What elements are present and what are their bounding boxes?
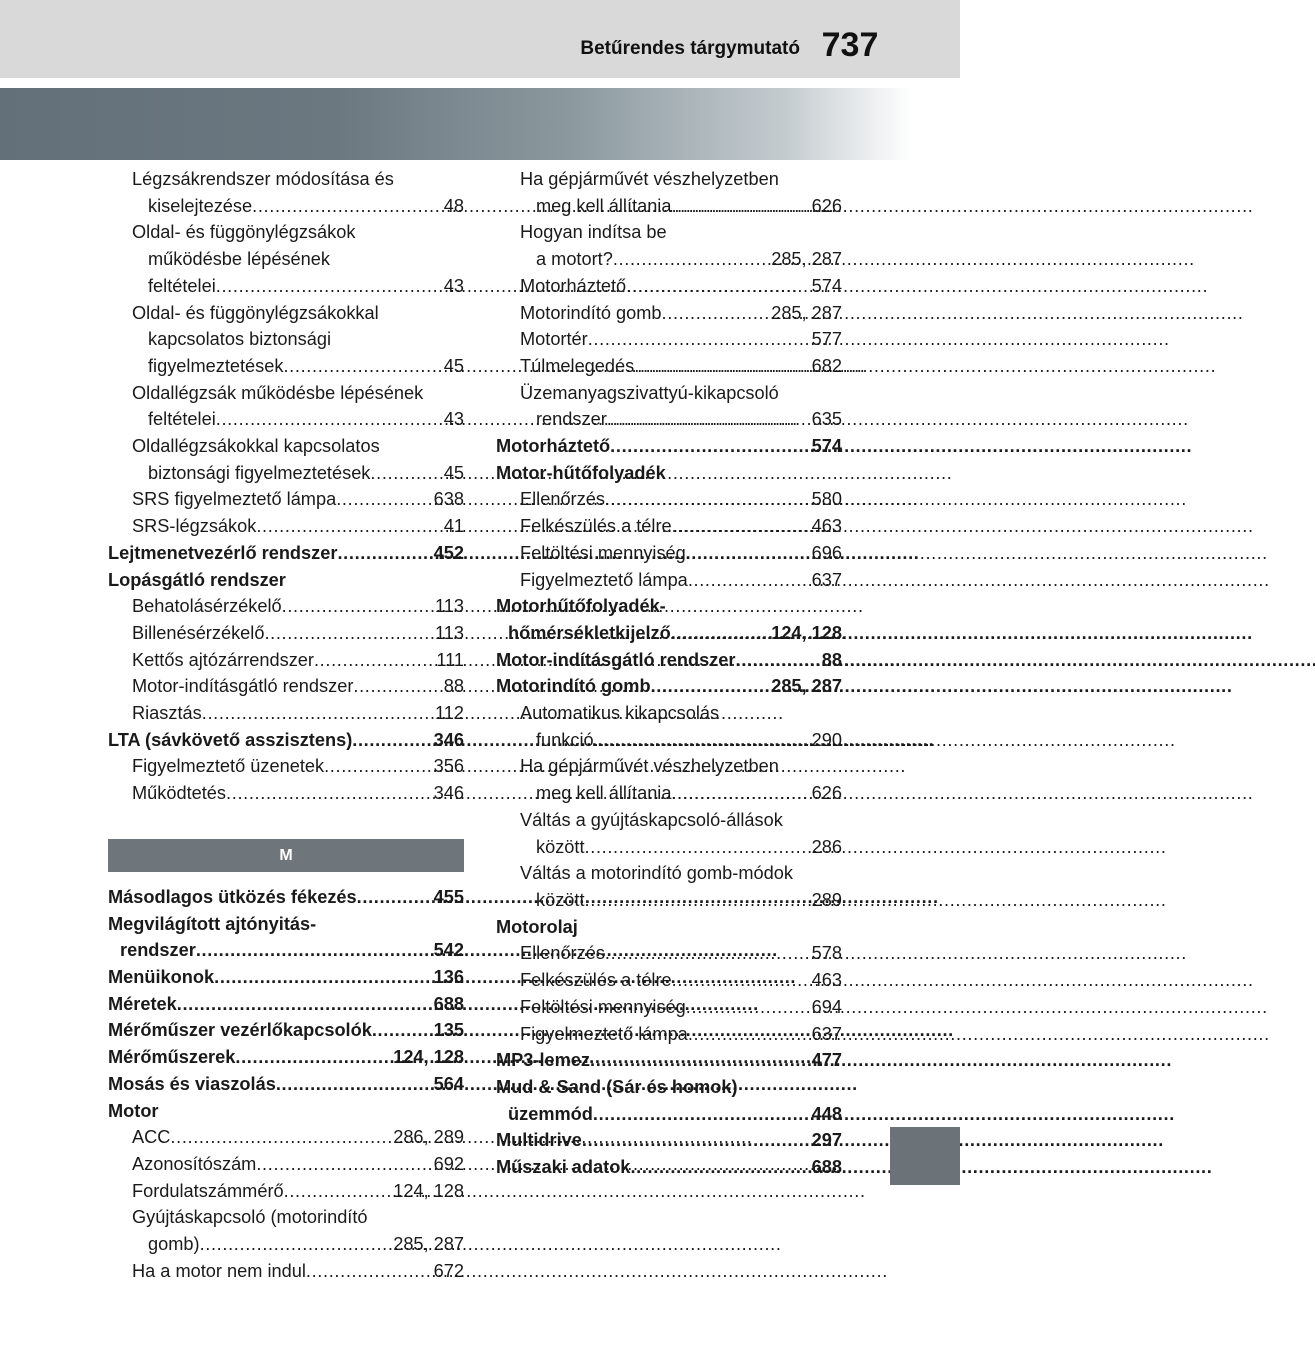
index-entry — [108, 593, 464, 620]
entry-label: figyelmeztetések — [148, 355, 284, 376]
entry-label: MP3-lemez — [496, 1050, 591, 1071]
index-entry — [496, 673, 842, 700]
entry-label: gomb) — [148, 1234, 200, 1255]
index-entry — [496, 273, 842, 300]
entry-label: Fordulatszámmérő — [132, 1180, 284, 1201]
page-ref: 455 — [433, 886, 464, 907]
index-heading: Ha gépjárművét vészhelyzetben — [520, 756, 779, 777]
entry-label: feltételei — [148, 275, 216, 296]
index-heading: kapcsolatos biztonsági — [148, 329, 331, 350]
dot-leader — [585, 834, 812, 861]
entry-label: Feltöltési mennyiség — [520, 542, 686, 563]
dot-leader — [671, 620, 771, 647]
index-entry — [108, 540, 464, 567]
index-heading: Motorhűtőfolyadék- — [496, 596, 666, 617]
entry-label: Motor-indításgátló rendszer — [496, 649, 736, 670]
page-ref: 574 — [811, 436, 842, 457]
index-heading: Motor — [108, 1100, 159, 1121]
page-ref: 286, 289 — [393, 1127, 464, 1148]
page-ref: 45 — [443, 355, 464, 376]
page-ref: 43 — [443, 409, 464, 430]
index-heading: Váltás a motorindító gomb-módok — [520, 863, 793, 884]
index-entry — [496, 246, 842, 273]
page-ref: 542 — [433, 940, 464, 961]
entry-label: rendszer — [536, 409, 607, 430]
entry-label: Motorháztető — [520, 275, 627, 296]
page-ref: 564 — [433, 1073, 464, 1094]
index-entry — [108, 486, 464, 513]
page-ref: 694 — [811, 996, 842, 1017]
dot-leader — [283, 353, 443, 380]
dot-leader — [590, 1047, 812, 1074]
index-entry — [108, 673, 464, 700]
page-ref: 290 — [811, 729, 842, 750]
page-ref: 452 — [433, 542, 464, 563]
index-heading: Váltás a gyújtáskapcsoló-állások — [520, 809, 783, 830]
entry-label: Műszaki adatok — [496, 1157, 631, 1178]
index-group-m — [108, 884, 464, 1285]
index-entry — [496, 540, 842, 567]
dot-leader — [588, 326, 812, 353]
index-entry — [108, 753, 464, 780]
index-entry — [108, 460, 464, 487]
entry-label: Ellenőrzés — [520, 943, 605, 964]
index-heading: Motorolaj — [496, 916, 578, 937]
page-ref: 48 — [443, 195, 464, 216]
entry-label: meg kell állítania — [536, 195, 672, 216]
entry-label: funkció — [536, 729, 594, 750]
dot-leader — [651, 673, 772, 700]
page-ref: 124, 128 — [393, 1180, 464, 1201]
entry-label: Mosás és viaszolás — [108, 1073, 276, 1094]
entry-label: Figyelmeztető üzenetek — [132, 756, 325, 777]
index-entry — [108, 1151, 464, 1178]
header-banner — [0, 88, 960, 160]
dot-leader — [607, 406, 812, 433]
dot-leader — [252, 193, 444, 220]
entry-label: LTA (sávkövető asszisztens) — [108, 729, 353, 750]
dot-leader — [372, 1017, 434, 1044]
dot-leader — [353, 673, 443, 700]
page-ref: 638 — [433, 489, 464, 510]
index-heading: Oldal- és függönylégzsákok — [132, 222, 356, 243]
index-heading: Motor-hűtőfolyadék — [496, 462, 666, 483]
index-heading: Megvilágított ajtónyitás- — [108, 913, 317, 934]
index-entry — [496, 567, 842, 594]
page-ref: 356 — [433, 756, 464, 777]
dot-leader — [196, 937, 434, 964]
dot-leader — [337, 540, 433, 567]
index-entry — [496, 647, 842, 674]
entry-label: meg kell állítania — [536, 783, 672, 804]
index-heading: Automatikus kikapcsolás — [520, 703, 720, 724]
entry-label: kiselejtezése — [148, 195, 253, 216]
page-ref: 285, 287 — [771, 249, 842, 270]
entry-label: Lejtmenetvezérlő rendszer — [108, 542, 338, 563]
page-ref: 136 — [433, 966, 464, 987]
dot-leader — [605, 486, 812, 513]
index-entry — [108, 780, 464, 807]
index-entry — [496, 513, 842, 540]
index-entry — [496, 486, 842, 513]
index-entry — [108, 1178, 464, 1205]
dot-leader — [216, 406, 444, 433]
entry-label: Méretek — [108, 993, 177, 1014]
page-ref: 111 — [436, 649, 464, 670]
entry-label: Mérőműszerek — [108, 1047, 236, 1068]
page-ref: 580 — [811, 489, 842, 510]
dot-leader — [256, 513, 443, 540]
entry-label: hőmérsékletkijelző — [508, 622, 671, 643]
index-entry — [496, 300, 842, 327]
dot-leader — [216, 273, 444, 300]
page-ref: 88 — [443, 676, 464, 697]
entry-label: biztonsági figyelmeztetések — [148, 462, 371, 483]
index-entry — [496, 620, 842, 647]
dot-leader — [264, 620, 435, 647]
entry-label: Motortér — [520, 329, 588, 350]
index-entry — [108, 273, 464, 300]
dot-leader — [605, 940, 812, 967]
index-entry — [108, 964, 464, 991]
dot-leader — [688, 1021, 812, 1048]
index-entry — [496, 780, 842, 807]
entry-label: Motorháztető — [496, 436, 611, 457]
dot-leader — [585, 887, 812, 914]
index-column-left — [108, 166, 464, 1284]
page-ref: 696 — [811, 542, 842, 563]
index-heading: Oldal- és függönylégzsákokkal — [132, 302, 379, 323]
dot-leader — [370, 460, 443, 487]
index-entry — [108, 647, 464, 674]
entry-label: Motorindító gomb — [520, 302, 662, 323]
page-ref: 285, 287 — [771, 302, 842, 323]
page-number: 737 — [821, 26, 879, 64]
page-ref: 692 — [433, 1153, 464, 1174]
page-ref: 672 — [433, 1260, 464, 1281]
dot-leader — [282, 593, 435, 620]
page-ref: 289 — [811, 889, 842, 910]
page-ref: 626 — [811, 195, 842, 216]
page-ref: 45 — [443, 462, 464, 483]
index-heading: Gyújtáskapcsoló (motorindító — [132, 1207, 368, 1228]
index-group-l — [108, 166, 464, 807]
dot-leader — [200, 1231, 394, 1258]
dot-leader — [202, 700, 435, 727]
page-ref: 574 — [811, 275, 842, 296]
page-ref: 448 — [811, 1103, 842, 1124]
entry-label: Motorindító gomb — [496, 676, 651, 697]
dot-leader — [634, 353, 811, 380]
entry-label: Motor-indításgátló rendszer — [132, 676, 354, 697]
page-ref: 346 — [433, 783, 464, 804]
index-entry — [496, 353, 842, 380]
page-ref: 285, 287 — [771, 676, 842, 697]
dot-leader — [357, 884, 434, 911]
dot-leader — [593, 1101, 812, 1128]
page-ref: 112 — [435, 703, 464, 724]
dot-leader — [610, 433, 811, 460]
page-ref: 43 — [443, 275, 464, 296]
page-ref: 286 — [811, 836, 842, 857]
index-entry — [496, 834, 842, 861]
index-entry — [496, 1154, 842, 1181]
letter-divider: M — [108, 839, 464, 872]
page-ref: 297 — [811, 1130, 842, 1151]
index-entry — [108, 700, 464, 727]
dot-leader — [626, 273, 811, 300]
index-entry — [496, 994, 842, 1021]
dot-leader — [170, 1124, 393, 1151]
page-ref: 346 — [433, 729, 464, 750]
index-entry — [496, 1101, 842, 1128]
dot-leader — [336, 486, 433, 513]
entry-label: között — [536, 889, 585, 910]
page-ref: 635 — [811, 409, 842, 430]
index-heading: Oldallégzsákokkal kapcsolatos — [132, 436, 380, 457]
dot-leader — [630, 1154, 811, 1181]
page-ref: 637 — [811, 569, 842, 590]
page-ref: 113 — [435, 622, 464, 643]
index-entry — [108, 937, 464, 964]
dot-leader — [314, 647, 436, 674]
page-ref: 688 — [433, 993, 464, 1014]
entry-label: Feltöltési mennyiség — [520, 996, 686, 1017]
dot-leader — [671, 780, 811, 807]
index-entry — [108, 1071, 464, 1098]
dot-leader — [686, 994, 812, 1021]
index-entry — [496, 940, 842, 967]
index-heading: Üzemanyagszivattyú-kikapcsoló — [520, 382, 779, 403]
index-heading: Ha gépjárművét vészhelyzetben — [520, 169, 779, 189]
index-entry — [496, 1127, 842, 1154]
entry-label: Másodlagos ütközés fékezés — [108, 886, 357, 907]
entry-label: Azonosítószám — [132, 1153, 257, 1174]
index-entry — [108, 1231, 464, 1258]
dot-leader — [226, 780, 434, 807]
dot-leader — [672, 513, 812, 540]
page-ref: 626 — [811, 783, 842, 804]
entry-label: Billenésérzékelő — [132, 622, 265, 643]
page-ref: 135 — [433, 1020, 464, 1041]
index-entry — [108, 1044, 464, 1071]
entry-label: üzemmód — [508, 1103, 593, 1124]
dot-leader — [688, 567, 812, 594]
entry-label: SRS-légzsákok — [132, 516, 257, 537]
index-heading: Oldallégzsák működésbe lépésének — [132, 382, 424, 403]
dot-leader — [284, 1178, 394, 1205]
entry-label: Figyelmeztető lámpa — [520, 569, 688, 590]
entry-label: Felkészülés a télre — [520, 970, 672, 991]
dot-leader — [582, 1127, 812, 1154]
entry-label: feltételei — [148, 409, 216, 430]
index-entry — [496, 326, 842, 353]
thumb-index-tab — [890, 1127, 960, 1185]
dot-leader — [324, 753, 434, 780]
index-entry — [108, 620, 464, 647]
entry-label: Ellenőrzés — [520, 489, 605, 510]
entry-label: Mérőműszer vezérlőkapcsolók — [108, 1020, 372, 1041]
entry-label: Felkészülés a télre — [520, 516, 672, 537]
index-entry — [108, 727, 464, 754]
entry-label: Multidrive — [496, 1130, 582, 1151]
dot-leader — [235, 1044, 393, 1071]
index-entry — [108, 991, 464, 1018]
index-entry — [108, 884, 464, 911]
dot-leader — [256, 1151, 433, 1178]
dot-leader — [306, 1258, 434, 1285]
entry-label: ACC — [132, 1127, 171, 1148]
entry-label: SRS figyelmeztető lámpa — [132, 489, 337, 510]
section-title: Betűrendes tárgymutató — [580, 38, 800, 59]
index-entry — [496, 406, 842, 433]
page-ref: 577 — [811, 329, 842, 350]
index-entry — [496, 727, 842, 754]
entry-label: Figyelmeztető lámpa — [520, 1023, 688, 1044]
page-ref: 41 — [443, 516, 464, 537]
index-entry — [108, 1124, 464, 1151]
dot-leader — [662, 300, 772, 327]
entry-label: Behatolásérzékelő — [132, 596, 282, 617]
page-ref: 477 — [811, 1050, 842, 1071]
page-ref: 637 — [811, 1023, 842, 1044]
dot-leader — [594, 727, 812, 754]
index-entry — [108, 353, 464, 380]
index-entry — [496, 433, 842, 460]
index-column-right — [496, 166, 842, 1181]
page-ref: 285, 287 — [393, 1234, 464, 1255]
index-heading: Hogyan indítsa be — [520, 222, 667, 243]
page-ref: 88 — [821, 649, 842, 670]
index-entry — [496, 967, 842, 994]
index-entry — [108, 1258, 464, 1285]
index-entry — [496, 887, 842, 914]
dot-leader — [613, 246, 771, 273]
page-ref: 688 — [811, 1157, 842, 1178]
page-ref: 113 — [435, 596, 464, 617]
entry-label: Riasztás — [132, 703, 202, 724]
index-entry — [496, 1021, 842, 1048]
entry-label: Működtetés — [132, 783, 227, 804]
index-heading: Mud & Sand (Sár és homok) — [496, 1076, 738, 1097]
dot-leader — [276, 1071, 434, 1098]
page-ref: 463 — [811, 516, 842, 537]
entry-label: között — [536, 836, 585, 857]
dot-leader — [671, 193, 811, 220]
entry-label: Kettős ajtózárrendszer — [132, 649, 314, 670]
entry-label: Menüikonok — [108, 966, 215, 987]
index-entry — [108, 1017, 464, 1044]
dot-leader — [672, 967, 812, 994]
entry-label: Ha a motor nem indul — [132, 1260, 306, 1281]
entry-label: Túlmelegedés — [520, 355, 635, 376]
index-entry — [496, 1047, 842, 1074]
dot-leader — [214, 964, 434, 991]
dot-leader — [686, 540, 812, 567]
dot-leader — [735, 647, 821, 674]
page-ref: 578 — [811, 943, 842, 964]
page-ref: 463 — [811, 970, 842, 991]
page-ref: 682 — [811, 355, 842, 376]
entry-label: rendszer — [120, 940, 196, 961]
index-entry — [108, 193, 464, 220]
page-ref: 124, 128 — [393, 1047, 464, 1068]
index-heading: működésbe lépésének — [148, 249, 330, 270]
index-entry — [496, 193, 842, 220]
index-heading: Lopásgátló rendszer — [108, 569, 286, 590]
index-heading: Légzsákrendszer módosítása és — [132, 169, 394, 189]
index-entry — [108, 513, 464, 540]
index-group-m-continued — [496, 166, 842, 1181]
page-ref: 124, 128 — [771, 622, 842, 643]
entry-label: a motort? — [536, 249, 613, 270]
dot-leader — [177, 991, 434, 1018]
dot-leader — [352, 727, 433, 754]
index-entry — [108, 406, 464, 433]
